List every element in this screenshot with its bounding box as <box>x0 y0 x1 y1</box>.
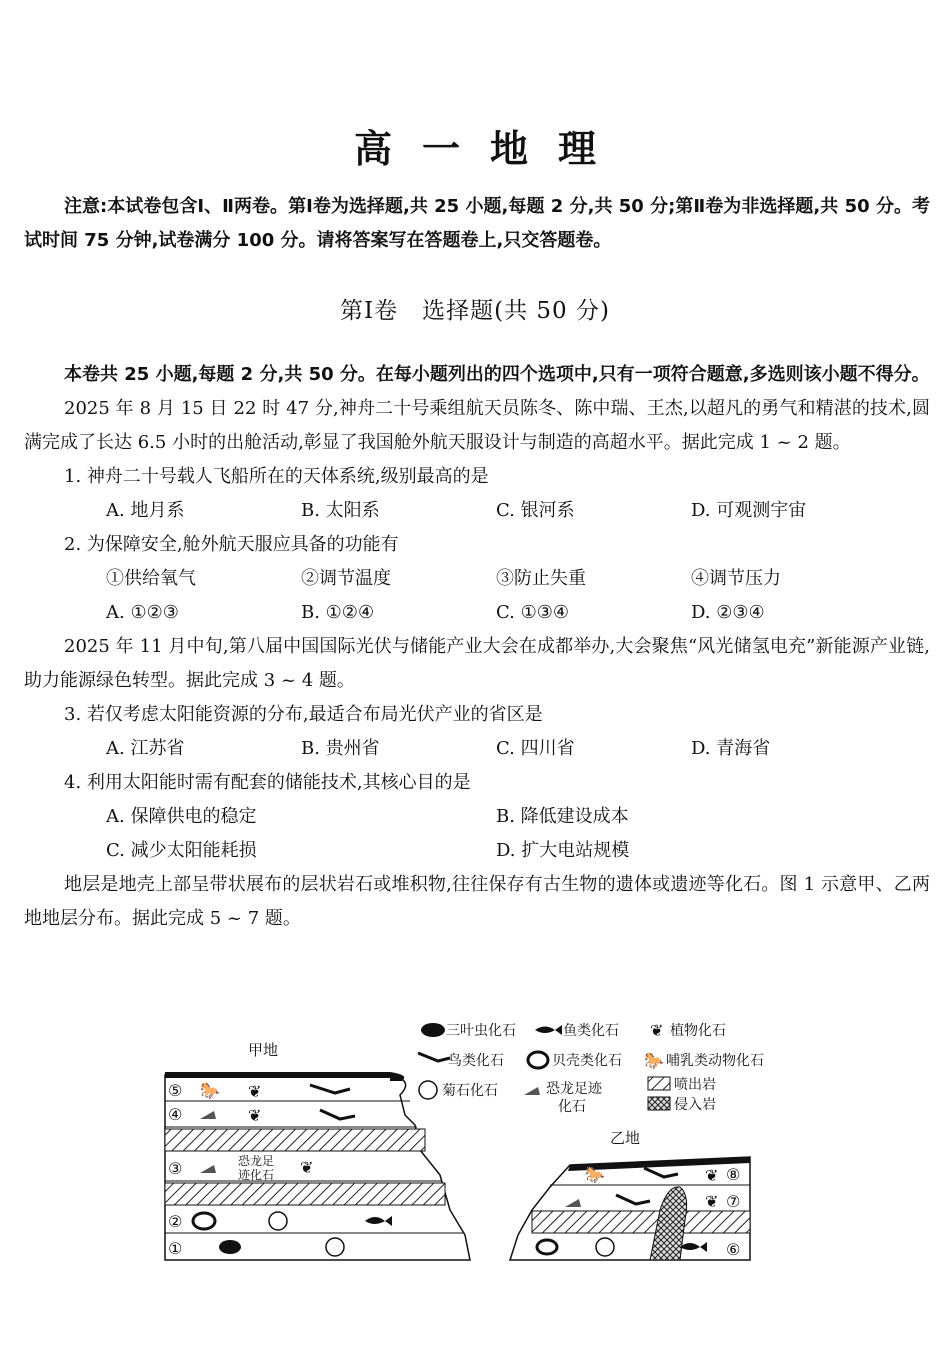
legend-item: 贝壳类化石 <box>552 1053 622 1069</box>
fish-fossil-icon <box>535 1025 562 1035</box>
intrusive-rock-swatch <box>648 1097 670 1110</box>
dino-track-icon <box>524 1087 540 1095</box>
option: D. 可观测宇宙 <box>691 500 807 521</box>
option: C. 银河系 <box>496 500 575 521</box>
dino-track-label: 恐龙足 <box>238 1154 275 1168</box>
question-1-stem: 1. 神舟二十号载人飞船所在的天体系统,级别最高的是 <box>64 466 489 487</box>
item: ②调节温度 <box>301 568 391 589</box>
question-2-options <box>24 596 930 630</box>
mammal-fossil-icon: 🐎 <box>644 1051 664 1070</box>
option: B. 贵州省 <box>301 738 380 759</box>
question-1-options <box>24 494 930 528</box>
plant-fossil-icon: ❦ <box>300 1158 314 1177</box>
site-a-label: 甲地 <box>248 1041 279 1059</box>
item: ④调节压力 <box>691 568 781 589</box>
mammal-fossil-icon: 🐎 <box>585 1165 605 1184</box>
legend-item: 哺乳类动物化石 <box>666 1053 764 1069</box>
question-body <box>24 358 930 936</box>
option: A. 地月系 <box>106 500 185 521</box>
legend-item: 喷出岩 <box>674 1077 716 1093</box>
plant-fossil-icon: ❦ <box>248 1106 262 1125</box>
legend-item: 鱼类化石 <box>563 1023 619 1039</box>
legend-item: 化石 <box>558 1099 586 1115</box>
question-3-options <box>24 732 930 766</box>
trilobite-fossil-icon <box>219 1240 241 1254</box>
question-3-stem: 3. 若仅考虑太阳能资源的分布,最适合布局光伏产业的省区是 <box>64 704 543 725</box>
extrusive-rock-swatch <box>648 1077 670 1090</box>
site-b-label: 乙地 <box>610 1129 641 1147</box>
layer-label: ① <box>168 1239 183 1258</box>
exam-notice: 注意:本试卷包含Ⅰ、Ⅱ两卷。第Ⅰ卷为选择题,共 25 小题,每题 2 分,共 50 分;第Ⅱ卷为非选择题,共 50 分。考试时间 75 分钟,试卷满分 100 分。请将答案写在答题卷上,只交答题卷。 <box>24 196 930 251</box>
section-intro: 本卷共 25 小题,每题 2 分,共 50 分。在每小题列出的四个选项中,只有一项符合题意,多选则该小题不得分。 <box>64 364 930 385</box>
option: C. 减少太阳能耗损 <box>106 840 257 861</box>
option: A. ①②③ <box>106 602 179 623</box>
legend-item: 植物化石 <box>670 1023 726 1039</box>
extrusive-rock-layer <box>165 1129 425 1151</box>
page-title: 高一地理 <box>353 127 626 171</box>
extrusive-rock-layer <box>532 1211 750 1233</box>
item: ③防止失重 <box>496 568 586 589</box>
legend-item: 鸟类化石 <box>448 1053 504 1069</box>
option: A. 保障供电的稳定 <box>106 806 257 827</box>
question-2-items <box>24 562 930 596</box>
option: D. 青海省 <box>691 738 771 759</box>
option: C. 四川省 <box>496 738 575 759</box>
legend-item: 侵入岩 <box>674 1097 716 1113</box>
question-4-options <box>24 800 930 868</box>
question-2-stem: 2. 为保障安全,舱外航天服应具备的功能有 <box>64 534 399 555</box>
trilobite-fossil-icon <box>421 1023 445 1037</box>
plant-fossil-icon: ❦ <box>705 1166 719 1185</box>
site-a-strata <box>165 1072 470 1260</box>
layer-label: ③ <box>168 1159 183 1178</box>
layer-label: ④ <box>168 1105 183 1124</box>
item: ①供给氧气 <box>106 568 196 589</box>
layer-label: ⑤ <box>168 1081 183 1100</box>
option: C. ①③④ <box>496 602 569 623</box>
section-title: 第Ⅰ卷 选择题(共 50 分) <box>340 298 610 324</box>
bird-fossil-icon <box>418 1053 450 1061</box>
option: D. 扩大电站规模 <box>496 840 630 861</box>
material-3: 地层是地壳上部呈带状展布的层状岩石或堆积物,往往保存有古生物的遗体或遗迹等化石。图 1 示意甲、乙两地地层分布。据此完成 5 ~ 7 题。 <box>24 874 930 929</box>
legend-item: 恐龙足迹 <box>546 1081 602 1097</box>
option: B. ①②④ <box>301 602 375 623</box>
mammal-fossil-icon: 🐎 <box>200 1081 220 1100</box>
plant-fossil-icon: ❦ <box>248 1082 262 1101</box>
legend <box>418 1021 764 1115</box>
option: B. 太阳系 <box>301 500 380 521</box>
legend-item: 三叶虫化石 <box>446 1023 516 1039</box>
question-4-stem: 4. 利用太阳能时需有配套的储能技术,其核心目的是 <box>64 772 471 793</box>
ammonite-fossil-icon <box>419 1081 437 1099</box>
extrusive-rock-layer <box>165 1183 445 1205</box>
shell-fossil-icon <box>528 1052 548 1068</box>
option: A. 江苏省 <box>106 738 185 759</box>
plant-fossil-icon: ❦ <box>650 1021 664 1040</box>
layer-label: ② <box>168 1212 183 1231</box>
topsoil-band <box>165 1072 390 1078</box>
layer-label: ⑥ <box>726 1240 741 1259</box>
plant-fossil-icon: ❦ <box>705 1192 719 1211</box>
site-b-strata <box>510 1157 750 1260</box>
dino-track-label: 迹化石 <box>238 1168 275 1182</box>
layer-label: ⑧ <box>726 1165 741 1184</box>
strata-figure <box>160 1015 800 1275</box>
layer-label: ⑦ <box>726 1192 741 1211</box>
option: D. ②③④ <box>691 602 765 623</box>
legend-item: 菊石化石 <box>442 1083 498 1099</box>
material-1: 2025 年 8 月 15 日 22 时 47 分,神舟二十号乘组航天员陈冬、陈中瑞、王杰,以超凡的勇气和精湛的技术,圆满完成了长达 6.5 小时的出舱活动,彰显了我国舱外航天服设计与制造的高超水平。据此完成 1 ~ 2 题。 <box>24 398 930 453</box>
option: B. 降低建设成本 <box>496 806 629 827</box>
material-2: 2025 年 11 月中旬,第八届中国国际光伏与储能产业大会在成都举办,大会聚焦“风光储氢电充”新能源产业链,助力能源绿色转型。据此完成 3 ~ 4 题。 <box>24 636 930 691</box>
